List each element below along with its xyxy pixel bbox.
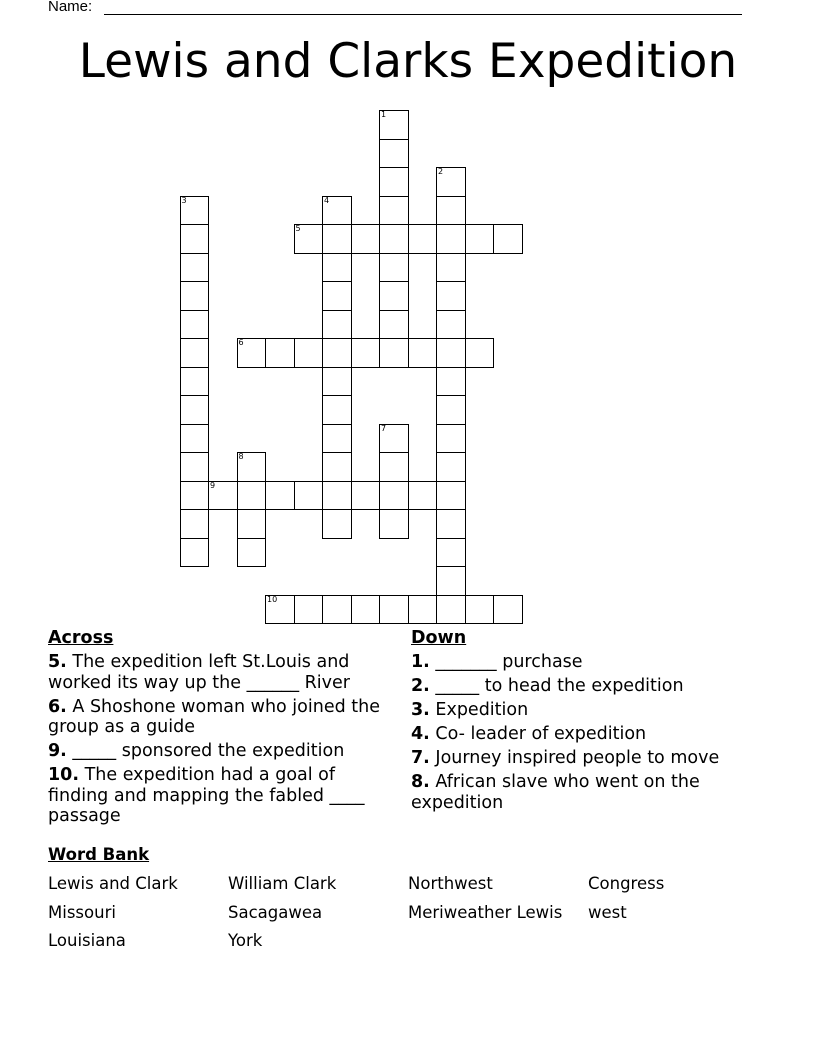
crossword-cell[interactable] — [237, 452, 267, 482]
crossword-cell[interactable] — [408, 481, 438, 511]
clue-down-4 — [411, 724, 771, 745]
word-bank-item: Northwest — [408, 874, 493, 893]
name-label: Name: — [48, 0, 93, 15]
crossword-cell[interactable] — [237, 338, 267, 368]
clue-text: _______ purchase — [435, 652, 583, 672]
clue-text: _____ sponsored the expedition — [72, 741, 345, 761]
clue-across-10 — [48, 765, 398, 827]
clue-text: African slave who went on the expedition — [411, 772, 700, 813]
crossword-cell[interactable] — [294, 595, 324, 625]
cell-number: 7 — [381, 423, 387, 433]
crossword-cell[interactable] — [294, 224, 324, 254]
crossword-cell[interactable] — [379, 167, 409, 197]
page-title: Lewis and Clarks Expedition — [78, 34, 738, 89]
clue-number: 1. — [411, 652, 430, 672]
clue-text: Expedition — [435, 700, 529, 720]
crossword-cell[interactable] — [379, 452, 409, 482]
crossword-cell[interactable] — [322, 367, 352, 397]
crossword-cell[interactable] — [180, 538, 210, 568]
crossword-cell[interactable] — [322, 253, 352, 283]
crossword-cell[interactable] — [379, 253, 409, 283]
cell-number: 5 — [295, 224, 301, 233]
crossword-cell[interactable] — [436, 595, 466, 625]
clue-down-3 — [411, 700, 771, 721]
crossword-cell[interactable] — [379, 224, 409, 254]
clue-number: 3. — [411, 700, 430, 720]
crossword-cell[interactable] — [436, 481, 466, 511]
crossword-cell[interactable] — [237, 481, 267, 511]
crossword-cell[interactable] — [351, 224, 381, 254]
clue-text: The expedition left St.Louis and worked its way up the ______ River — [48, 652, 350, 693]
crossword-cell[interactable] — [436, 167, 466, 197]
clue-number: 8. — [411, 772, 430, 792]
crossword-cell[interactable] — [180, 452, 210, 482]
crossword-cell[interactable] — [180, 224, 210, 254]
clue-number: 10. — [48, 765, 80, 785]
crossword-cell[interactable] — [322, 424, 352, 454]
down-heading: Down — [411, 628, 467, 648]
word-bank-item: Missouri — [48, 903, 116, 922]
crossword-cell[interactable] — [180, 338, 210, 368]
crossword-cell[interactable] — [379, 110, 409, 140]
crossword-cell[interactable] — [180, 509, 210, 539]
crossword-cell[interactable] — [322, 595, 352, 625]
clue-text: The expedition had a goal of finding and mapping the fabled ____ passage — [48, 765, 365, 826]
crossword-cell[interactable] — [322, 281, 352, 311]
clue-number: 4. — [411, 724, 430, 744]
word-bank-item: York — [228, 931, 263, 950]
crossword-cell[interactable] — [379, 196, 409, 226]
crossword-cell[interactable] — [294, 481, 324, 511]
clue-text: A Shoshone woman who joined the group as a guide — [48, 696, 380, 737]
crossword-cell[interactable] — [436, 338, 466, 368]
crossword-cell[interactable] — [322, 338, 352, 368]
cell-number: 6 — [238, 338, 244, 347]
clue-across-6 — [48, 697, 398, 738]
crossword-cell[interactable] — [265, 481, 295, 511]
across-heading: Across — [48, 628, 114, 648]
crossword-cell[interactable] — [465, 224, 495, 254]
crossword-cell[interactable] — [465, 595, 495, 625]
crossword-cell[interactable] — [322, 452, 352, 482]
crossword-cell[interactable] — [180, 253, 210, 283]
crossword-cell[interactable] — [351, 595, 381, 625]
cell-number: 1 — [381, 110, 387, 119]
crossword-cell[interactable] — [322, 481, 352, 511]
crossword-cell[interactable] — [180, 196, 210, 226]
clue-number: 7. — [411, 748, 430, 768]
clue-down-8 — [411, 772, 771, 813]
crossword-cell[interactable] — [379, 139, 409, 169]
crossword-cell[interactable] — [265, 595, 295, 625]
clue-number: 9. — [48, 741, 67, 761]
crossword-cell[interactable] — [379, 424, 409, 454]
crossword-cell[interactable] — [322, 310, 352, 340]
word-bank-item: William Clark — [228, 874, 337, 893]
clue-down-1 — [411, 652, 771, 673]
clue-text: Co- leader of expedition — [435, 724, 647, 744]
crossword-cell[interactable] — [436, 281, 466, 311]
crossword-cell[interactable] — [294, 338, 324, 368]
crossword-cell[interactable] — [180, 424, 210, 454]
crossword-cell[interactable] — [379, 310, 409, 340]
crossword-cell[interactable] — [180, 367, 210, 397]
crossword-cell[interactable] — [322, 196, 352, 226]
cell-number: 3 — [181, 195, 187, 205]
crossword-cell[interactable] — [436, 566, 466, 596]
crossword-cell[interactable] — [436, 196, 466, 226]
crossword-cell[interactable] — [436, 310, 466, 340]
clue-text: _____ to head the expedition — [435, 676, 684, 696]
clue-across-5 — [48, 652, 398, 693]
crossword-cell[interactable] — [180, 310, 210, 340]
crossword-cell[interactable] — [436, 509, 466, 539]
crossword-cell[interactable] — [351, 338, 381, 368]
word-bank-item: Sacagawea — [228, 903, 323, 922]
down-clues — [411, 628, 771, 817]
cell-number: 4 — [324, 195, 330, 205]
word-bank-item: Lewis and Clark — [48, 874, 178, 893]
crossword-cell[interactable] — [237, 509, 267, 539]
crossword-cell[interactable] — [322, 509, 352, 539]
crossword-cell[interactable] — [379, 338, 409, 368]
crossword-cell[interactable] — [379, 595, 409, 625]
crossword-cell[interactable] — [180, 481, 210, 511]
cell-number: 10 — [267, 594, 278, 604]
clue-down-7 — [411, 748, 771, 769]
crossword-cell[interactable] — [379, 281, 409, 311]
crossword-cell[interactable] — [379, 509, 409, 539]
clue-number: 2. — [411, 676, 430, 696]
across-clues — [48, 628, 398, 830]
word-bank-item: Congress — [588, 874, 665, 893]
crossword-cell[interactable] — [436, 452, 466, 482]
crossword-cell[interactable] — [408, 224, 438, 254]
crossword-cell[interactable] — [408, 338, 438, 368]
clue-number: 5. — [48, 652, 67, 672]
crossword-cell[interactable] — [322, 395, 352, 425]
crossword-cell[interactable] — [237, 538, 267, 568]
crossword-cell[interactable] — [180, 395, 210, 425]
crossword-cell[interactable] — [436, 538, 466, 568]
word-bank-heading: Word Bank — [48, 845, 150, 864]
word-bank-item: Louisiana — [48, 931, 126, 950]
cell-number: 8 — [238, 452, 244, 461]
clue-across-9 — [48, 741, 398, 762]
crossword-cell[interactable] — [493, 595, 523, 625]
clue-down-2 — [411, 676, 771, 697]
clue-text: Journey inspired people to move — [435, 748, 720, 768]
clue-number: 6. — [48, 696, 67, 717]
crossword-cell[interactable] — [493, 224, 523, 254]
cell-number: 2 — [438, 167, 444, 176]
crossword-cell[interactable] — [322, 224, 352, 254]
word-bank-item: Meriweather Lewis — [408, 903, 563, 922]
crossword-cell[interactable] — [265, 338, 295, 368]
crossword-cell[interactable] — [208, 481, 238, 511]
crossword-cell[interactable] — [436, 224, 466, 254]
crossword-cell[interactable] — [436, 424, 466, 454]
crossword-cell[interactable] — [465, 338, 495, 368]
crossword-cell[interactable] — [351, 481, 381, 511]
crossword-cell[interactable] — [180, 281, 210, 311]
crossword-cell[interactable] — [436, 367, 466, 397]
crossword-cell[interactable] — [436, 253, 466, 283]
crossword-cell[interactable] — [436, 395, 466, 425]
cell-number: 9 — [210, 480, 216, 490]
crossword-cell[interactable] — [379, 481, 409, 511]
crossword-cell[interactable] — [408, 595, 438, 625]
word-bank-item: west — [588, 903, 627, 922]
